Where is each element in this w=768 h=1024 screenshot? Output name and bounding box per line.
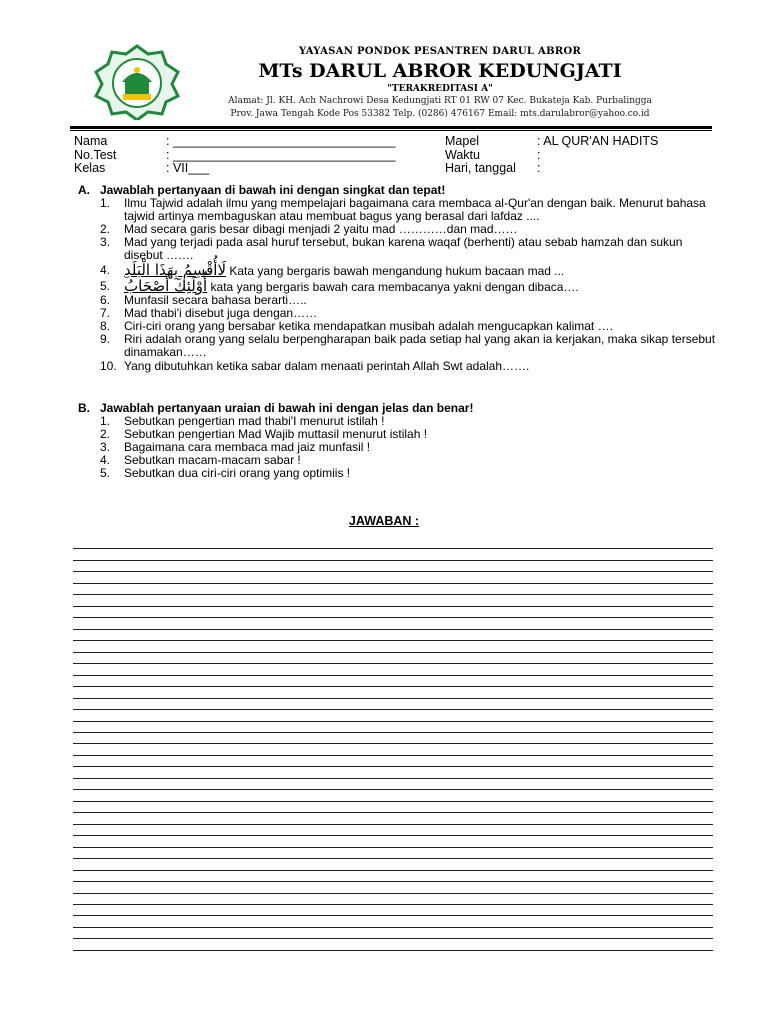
time-field[interactable]: : <box>537 147 541 162</box>
test-number-label: No.Test <box>74 147 117 162</box>
question-a6: 6. Munfasil secara bahasa berarti….. <box>100 293 307 307</box>
answer-line[interactable] <box>73 664 713 675</box>
school-name: MTs DARUL ABROR KEDUNGJATI <box>258 60 622 82</box>
school-address: Alamat: Jl. KH. Ach Nachrowi Desa Kedungjati RT 01 RW 07 Kec. Bukateja Kab. Purbalingga <box>228 96 652 106</box>
question-a9: 9. Riri adalah orang yang selalu berpengharapan baik pada setiap hal yang akan ia kerjakan, maka sikap tersebut dinamakan…… <box>100 332 716 359</box>
section-a-title: A. Jawablah pertanyaan di bawah ini dengan singkat dan tepat! <box>78 183 446 197</box>
answer-line[interactable] <box>73 802 713 813</box>
question-a10: 10. Yang dibutuhkan ketika sabar dalam menaati perintah Allah Swt adalah……. <box>100 359 530 373</box>
date-field[interactable]: : <box>537 161 541 175</box>
letterhead <box>0 0 768 130</box>
question-a7: 7. Mad thabi'i disebut juga dengan…… <box>100 306 318 320</box>
header-divider <box>70 126 712 129</box>
answer-line[interactable] <box>73 859 713 870</box>
answer-line[interactable] <box>73 572 713 583</box>
answer-line[interactable] <box>73 779 713 790</box>
answer-title: JAWABAN : <box>348 514 420 528</box>
section-a <box>78 184 718 373</box>
answer-line[interactable] <box>73 744 713 755</box>
class-field[interactable]: : VII___ <box>166 161 210 175</box>
answer-line[interactable] <box>73 538 713 549</box>
answer-line[interactable] <box>73 676 713 687</box>
question-b4: 4. Sebutkan macam-macam sabar ! <box>100 453 301 467</box>
answer-line[interactable] <box>73 653 713 664</box>
answer-line[interactable] <box>73 767 713 778</box>
answer-line[interactable] <box>73 871 713 882</box>
name-label: Nama <box>74 134 108 148</box>
test-number-field[interactable]: : ________________________________ <box>166 147 396 162</box>
answer-line[interactable] <box>73 916 713 927</box>
question-b1: 1. Sebutkan pengertian mad thabi'I menurut istilah ! <box>100 414 385 428</box>
answer-line[interactable] <box>73 848 713 859</box>
question-a2: 2. Mad secara garis besar dibagi menjadi 2 yaitu mad …………dan mad…… <box>100 222 518 236</box>
school-logo <box>92 44 182 120</box>
answer-line[interactable] <box>73 733 713 744</box>
answer-line[interactable] <box>73 928 713 939</box>
answer-line[interactable] <box>73 813 713 824</box>
answer-line[interactable] <box>73 790 713 801</box>
info-right <box>445 134 658 175</box>
question-b5: 5. Sebutkan dua ciri-ciri orang yang optimiis ! <box>100 466 351 480</box>
answer-line[interactable] <box>73 630 713 641</box>
question-a8: 8. Ciri-ciri orang yang bersabar ketika mendapatkan musibah adalah mengucapkan kalimat …. <box>100 319 613 333</box>
header-divider-thin <box>70 130 712 131</box>
answer-line[interactable] <box>73 561 713 572</box>
answer-line[interactable] <box>73 595 713 606</box>
info-left <box>74 134 395 175</box>
answer-line[interactable] <box>73 607 713 618</box>
answer-line[interactable] <box>73 618 713 629</box>
foundation-name: YAYASAN PONDOK PESANTREN DARUL ABROR <box>298 46 582 57</box>
answer-line[interactable] <box>73 722 713 733</box>
arabic-verse-5: أُوْلَئِكَ أَصْحَابُ <box>124 277 208 295</box>
answer-line[interactable] <box>73 710 713 721</box>
answer-lines[interactable] <box>73 538 713 951</box>
answer-line[interactable] <box>73 699 713 710</box>
question-b3: 3. Bagaimana cara membaca mad jaiz munfasil ! <box>100 440 371 454</box>
accreditation: "TERAKREDITASI A" <box>387 84 493 94</box>
subject-label: Mapel <box>445 134 480 148</box>
question-a5: 5. أُوْلَئِكَ أَصْحَابُ kata yang bergaris bawah cara membacanya yakni dengan dibaca…. <box>100 277 579 295</box>
question-a3: 3. Mad yang terjadi pada asal huruf tersebut, bukan karena waqaf (berhenti) atau sebab hamzah dan sukun disebut ……. <box>100 235 683 262</box>
answer-line[interactable] <box>73 756 713 767</box>
school-contact: Prov. Jawa Tengah Kode Pos 53382 Telp. (0286) 476167 Email: mts.darulabror@yahoo.co.id <box>230 109 650 119</box>
arabic-verse-4: لَاأُقْسِمُ بِهَذَا الْبَلَدِ <box>124 261 227 279</box>
answer-line[interactable] <box>73 549 713 560</box>
section-b-title: B. Jawablah pertanyaan uraian di bawah ini dengan jelas dan benar! <box>78 401 474 415</box>
answer-line[interactable] <box>73 939 713 950</box>
class-label: Kelas <box>74 161 106 175</box>
name-field[interactable]: : ________________________________ <box>166 134 396 148</box>
time-label: Waktu <box>445 147 480 162</box>
answer-line[interactable] <box>73 882 713 893</box>
answer-line[interactable] <box>73 641 713 652</box>
subject-value: : AL QUR'AN HADITS <box>537 134 659 148</box>
question-b2: 2. Sebutkan pengertian Mad Wajib muttasil menurut istilah ! <box>100 427 428 441</box>
question-a1: 1. Ilmu Tajwid adalah ilmu yang mempelajari bagaimana cara membaca al-Qur'an dengan baik. Menurut bahasa tajwid artinya membaguskan atau membuat bagus yang berasal dari lafdaz .... <box>100 196 706 223</box>
section-b <box>78 402 718 480</box>
answer-line[interactable] <box>73 905 713 916</box>
answer-line[interactable] <box>73 836 713 847</box>
answer-line[interactable] <box>73 687 713 698</box>
answer-line[interactable] <box>73 894 713 905</box>
answer-line[interactable] <box>73 825 713 836</box>
question-a4: 4. لَاأُقْسِمُ بِهَذَا الْبَلَدِ Kata yang bergaris bawah mengandung hukum bacaan mad ... <box>100 261 565 279</box>
answer-line[interactable] <box>73 584 713 595</box>
date-label: Hari, tanggal <box>445 161 516 175</box>
